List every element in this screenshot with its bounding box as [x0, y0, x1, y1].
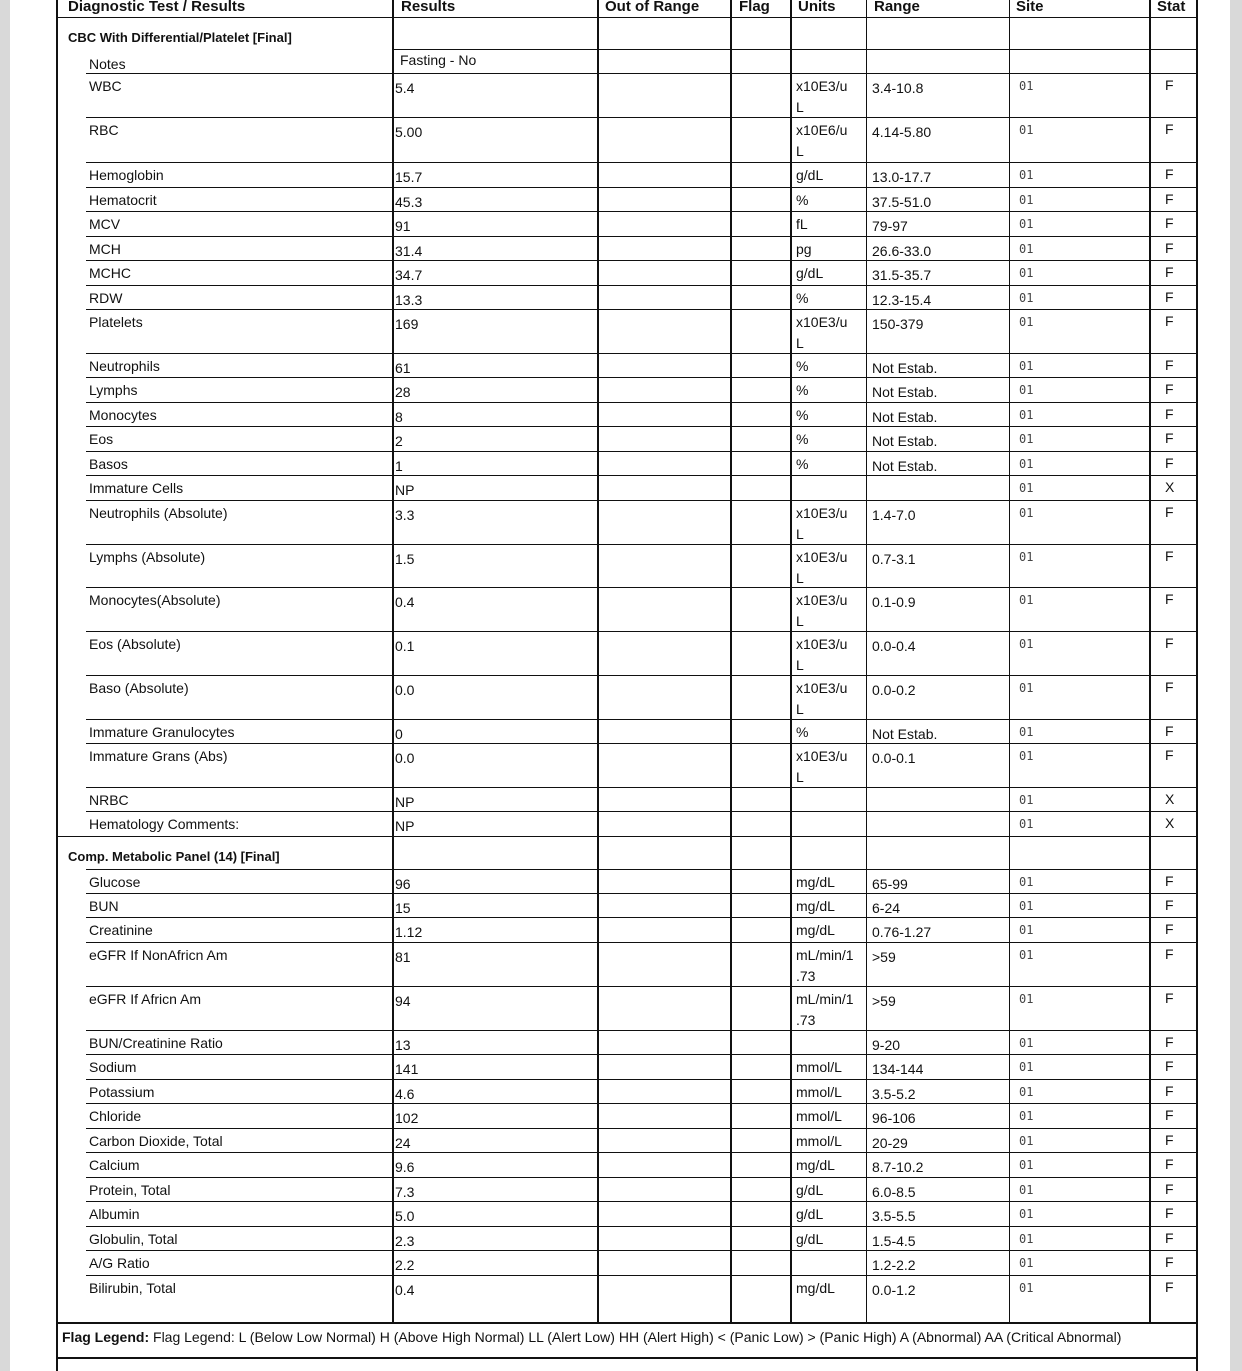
- row-divider: [86, 893, 1198, 894]
- units-value: mg/dL: [796, 922, 835, 938]
- site-code: 01: [1019, 383, 1034, 397]
- row-divider: [86, 402, 1198, 403]
- test-name: Immature Granulocytes: [89, 724, 235, 740]
- range-value: 1.2-2.2: [872, 1257, 916, 1273]
- status-value: F: [1165, 1132, 1174, 1148]
- range-value: >59: [872, 949, 896, 965]
- status-value: F: [1165, 679, 1174, 695]
- units-value: x10E3/u L: [796, 549, 848, 586]
- test-name: Calcium: [89, 1157, 140, 1173]
- test-name: Immature Cells: [89, 480, 184, 496]
- result-value: 7.3: [395, 1184, 415, 1200]
- row-divider: [86, 211, 1198, 212]
- test-name: Globulin, Total: [89, 1231, 178, 1247]
- test-name: Basos: [89, 456, 128, 472]
- status-value: F: [1165, 548, 1174, 564]
- site-code: 01: [1019, 992, 1034, 1006]
- result-value: 45.3: [395, 194, 423, 210]
- range-value: 3.4-10.8: [872, 80, 924, 96]
- row-divider: [86, 162, 1198, 163]
- test-name: A/G Ratio: [89, 1255, 150, 1271]
- range-value: 6.0-8.5: [872, 1184, 916, 1200]
- row-divider: [86, 631, 1198, 632]
- row-divider: [86, 309, 1198, 310]
- row-divider: [86, 1226, 1198, 1227]
- site-code: 01: [1019, 817, 1034, 831]
- range-value: 0.0-1.2: [872, 1282, 916, 1298]
- result-value: 24: [395, 1135, 411, 1151]
- status-value: F: [1165, 873, 1174, 889]
- row-divider: [86, 1250, 1198, 1251]
- section-title-cmp: Comp. Metabolic Panel (14) [Final]: [68, 849, 280, 864]
- row-divider: [86, 426, 1198, 427]
- units-value: mL/min/1 .73: [796, 991, 854, 1028]
- row-divider: [86, 285, 1198, 286]
- test-name: MCHC: [89, 265, 131, 281]
- site-code: 01: [1019, 1256, 1034, 1270]
- range-value: 65-99: [872, 876, 908, 892]
- site-code: 01: [1019, 408, 1034, 422]
- result-value: 0.4: [395, 1282, 415, 1298]
- header-test: Diagnostic Test / Results: [68, 0, 246, 15]
- column-divider: [597, 0, 599, 1323]
- header-stat: Stat: [1157, 0, 1186, 15]
- row-divider: [86, 260, 1198, 261]
- row-divider: [86, 917, 1198, 918]
- site-code: 01: [1019, 1158, 1034, 1172]
- test-name: Creatinine: [89, 922, 153, 938]
- range-value: 96-106: [872, 1110, 916, 1126]
- site-code: 01: [1019, 1134, 1034, 1148]
- units-value: %: [796, 456, 809, 472]
- result-value: 169: [395, 316, 419, 332]
- range-value: Not Estab.: [872, 384, 938, 400]
- result-value: 102: [395, 1110, 419, 1126]
- row-divider: [86, 986, 1198, 987]
- range-value: 79-97: [872, 218, 908, 234]
- units-value: x10E3/u L: [796, 748, 848, 785]
- units-value: g/dL: [796, 167, 824, 183]
- range-value: 12.3-15.4: [872, 292, 932, 308]
- test-name: Chloride: [89, 1108, 142, 1124]
- units-value: mmol/L: [796, 1108, 842, 1124]
- status-value: F: [1165, 1181, 1174, 1197]
- test-name: Immature Grans (Abs): [89, 748, 228, 764]
- status-value: F: [1165, 591, 1174, 607]
- site-code: 01: [1019, 725, 1034, 739]
- row-divider: [86, 1030, 1198, 1031]
- units-value: %: [796, 358, 809, 374]
- units-value: x10E3/u L: [796, 78, 848, 115]
- range-value: 0.1-0.9: [872, 594, 916, 610]
- status-value: X: [1165, 815, 1175, 831]
- status-value: F: [1165, 455, 1174, 471]
- range-value: 3.5-5.2: [872, 1086, 916, 1102]
- row-divider: [86, 73, 1198, 74]
- result-value: 141: [395, 1061, 419, 1077]
- test-name: Bilirubin, Total: [89, 1280, 176, 1296]
- flag-legend: [62, 1329, 1121, 1345]
- range-value: 4.14-5.80: [872, 124, 932, 140]
- range-value: Not Estab.: [872, 433, 938, 449]
- test-name: Neutrophils: [89, 358, 160, 374]
- site-code: 01: [1019, 79, 1034, 93]
- range-value: 0.7-3.1: [872, 551, 916, 567]
- test-name: Baso (Absolute): [89, 680, 189, 696]
- test-name: Eos: [89, 431, 114, 447]
- status-value: F: [1165, 504, 1174, 520]
- status-value: F: [1165, 1083, 1174, 1099]
- site-code: 01: [1019, 359, 1034, 373]
- status-value: F: [1165, 289, 1174, 305]
- column-divider: [392, 0, 394, 1323]
- test-name: Protein, Total: [89, 1182, 171, 1198]
- status-value: F: [1165, 215, 1174, 231]
- test-name: Lymphs: [89, 382, 138, 398]
- test-name: NRBC: [89, 792, 129, 808]
- column-divider: [730, 0, 732, 1323]
- row-divider: [86, 787, 1198, 788]
- site-code: 01: [1019, 1207, 1034, 1221]
- site-code: 01: [1019, 793, 1034, 807]
- units-value: mmol/L: [796, 1059, 842, 1075]
- test-name: Carbon Dioxide, Total: [89, 1133, 223, 1149]
- range-value: 20-29: [872, 1135, 908, 1151]
- status-value: F: [1165, 240, 1174, 256]
- row-divider: [86, 1079, 1198, 1080]
- units-value: %: [796, 290, 809, 306]
- test-name: RBC: [89, 122, 119, 138]
- status-value: F: [1165, 747, 1174, 763]
- row-divider: [86, 236, 1198, 237]
- result-value: 2.3: [395, 1233, 415, 1249]
- row-divider: [86, 869, 1198, 870]
- status-value: F: [1165, 381, 1174, 397]
- test-name: eGFR If Africn Am: [89, 991, 202, 1007]
- row-divider: [86, 1275, 1198, 1276]
- units-value: fL: [796, 216, 808, 232]
- range-value: Not Estab.: [872, 726, 938, 742]
- result-value: 3.3: [395, 507, 415, 523]
- column-divider: [1009, 0, 1010, 1323]
- section-divider: [56, 836, 1198, 837]
- row-divider: [86, 1054, 1198, 1055]
- result-value: 2: [395, 433, 403, 449]
- site-code: 01: [1019, 266, 1034, 280]
- range-value: 13.0-17.7: [872, 169, 932, 185]
- result-value: 28: [395, 384, 411, 400]
- result-value: 96: [395, 876, 411, 892]
- row-divider: [86, 451, 1198, 452]
- range-value: 6-24: [872, 900, 901, 916]
- range-value: 26.6-33.0: [872, 243, 932, 259]
- result-value: 1.5: [395, 551, 415, 567]
- status-value: F: [1165, 946, 1174, 962]
- site-code: 01: [1019, 1183, 1034, 1197]
- units-value: g/dL: [796, 1182, 824, 1198]
- units-value: mL/min/1 .73: [796, 947, 854, 984]
- units-value: %: [796, 192, 809, 208]
- result-value: NP: [395, 818, 415, 834]
- row-divider: [86, 743, 1198, 744]
- site-code: 01: [1019, 1232, 1034, 1246]
- row-divider: [86, 1152, 1198, 1153]
- status-value: F: [1165, 264, 1174, 280]
- test-name: Hemoglobin: [89, 167, 164, 183]
- test-name: MCV: [89, 216, 121, 232]
- site-code: 01: [1019, 1109, 1034, 1123]
- range-value: 0.76-1.27: [872, 924, 932, 940]
- range-value: 0.0-0.2: [872, 682, 916, 698]
- site-code: 01: [1019, 193, 1034, 207]
- row-divider: [86, 117, 1198, 118]
- result-value: 91: [395, 218, 411, 234]
- test-name: Glucose: [89, 874, 141, 890]
- result-value: 15.7: [395, 169, 423, 185]
- units-value: mmol/L: [796, 1133, 842, 1149]
- status-value: X: [1165, 791, 1175, 807]
- range-value: 31.5-35.7: [872, 267, 932, 283]
- header-site: Site: [1016, 0, 1044, 15]
- site-code: 01: [1019, 291, 1034, 305]
- units-value: g/dL: [796, 1231, 824, 1247]
- status-value: F: [1165, 635, 1174, 651]
- result-value: 81: [395, 949, 411, 965]
- site-code: 01: [1019, 593, 1034, 607]
- column-divider: [1149, 0, 1151, 1323]
- status-value: F: [1165, 1107, 1174, 1123]
- site-code: 01: [1019, 1085, 1034, 1099]
- site-code: 01: [1019, 123, 1034, 137]
- flag-legend-text: Flag Legend: L (Below Low Normal) H (Above High Normal) LL (Alert Low) HH (Alert High) < (Panic Low) > (Panic High) A (Abnormal) AA (Critical Abnormal): [153, 1329, 1122, 1345]
- site-code: 01: [1019, 168, 1034, 182]
- units-value: x10E3/u L: [796, 680, 848, 717]
- header-out-of-range: Out of Range: [605, 0, 700, 15]
- range-value: 150-379: [872, 316, 924, 332]
- notes-label: Notes: [89, 56, 126, 72]
- result-value: 13.3: [395, 292, 423, 308]
- test-name: RDW: [89, 290, 123, 306]
- units-value: x10E3/u L: [796, 314, 848, 351]
- test-name: Platelets: [89, 314, 143, 330]
- status-value: X: [1165, 479, 1175, 495]
- status-value: F: [1165, 313, 1174, 329]
- range-value: 1.5-4.5: [872, 1233, 916, 1249]
- column-divider: [790, 0, 792, 1323]
- result-value: 15: [395, 900, 411, 916]
- range-value: Not Estab.: [872, 458, 938, 474]
- status-value: F: [1165, 1279, 1174, 1295]
- units-value: pg: [796, 241, 812, 257]
- result-value: 1: [395, 458, 403, 474]
- test-name: Neutrophils (Absolute): [89, 505, 228, 521]
- header-flag: Flag: [739, 0, 770, 15]
- result-value: 1.12: [395, 924, 423, 940]
- result-value: NP: [395, 482, 415, 498]
- test-name: WBC: [89, 78, 122, 94]
- result-value: 0: [395, 726, 403, 742]
- notes-value: Fasting - No: [400, 52, 477, 68]
- row-divider: [86, 1103, 1198, 1104]
- test-name: Monocytes: [89, 407, 157, 423]
- test-name: BUN: [89, 898, 119, 914]
- site-code: 01: [1019, 481, 1034, 495]
- status-value: F: [1165, 406, 1174, 422]
- range-value: 8.7-10.2: [872, 1159, 924, 1175]
- test-name: Albumin: [89, 1206, 140, 1222]
- result-value: 4.6: [395, 1086, 415, 1102]
- units-value: %: [796, 382, 809, 398]
- section-title-cbc: CBC With Differential/Platelet [Final]: [68, 30, 292, 45]
- row-divider: [86, 475, 1198, 476]
- units-value: mg/dL: [796, 1157, 835, 1173]
- test-name: Potassium: [89, 1084, 155, 1100]
- units-value: mg/dL: [796, 874, 835, 890]
- test-name: Eos (Absolute): [89, 636, 181, 652]
- units-value: g/dL: [796, 265, 824, 281]
- status-value: F: [1165, 723, 1174, 739]
- units-value: %: [796, 724, 809, 740]
- result-value: 94: [395, 993, 411, 1009]
- legend-bottom-border: [56, 1357, 1198, 1359]
- result-value: 2.2: [395, 1257, 415, 1273]
- site-code: 01: [1019, 506, 1034, 520]
- flag-legend-label: Flag Legend:: [62, 1329, 150, 1345]
- site-code: 01: [1019, 315, 1034, 329]
- site-code: 01: [1019, 875, 1034, 889]
- header-divider: [56, 17, 1198, 18]
- range-value: 134-144: [872, 1061, 924, 1077]
- range-value: 9-20: [872, 1037, 901, 1053]
- status-value: F: [1165, 166, 1174, 182]
- status-value: F: [1165, 121, 1174, 137]
- site-code: 01: [1019, 923, 1034, 937]
- site-code: 01: [1019, 432, 1034, 446]
- test-name: eGFR If NonAfricn Am: [89, 947, 228, 963]
- range-value: 0.0-0.4: [872, 638, 916, 654]
- site-code: 01: [1019, 948, 1034, 962]
- status-value: F: [1165, 357, 1174, 373]
- units-value: %: [796, 431, 809, 447]
- row-divider: [86, 719, 1198, 720]
- test-name: Lymphs (Absolute): [89, 549, 206, 565]
- result-value: 13: [395, 1037, 411, 1053]
- result-value: 0.1: [395, 638, 415, 654]
- result-value: 5.4: [395, 80, 415, 96]
- site-code: 01: [1019, 242, 1034, 256]
- row-divider: [86, 675, 1198, 676]
- row-divider: [86, 377, 1198, 378]
- status-value: F: [1165, 1230, 1174, 1246]
- test-name: Sodium: [89, 1059, 137, 1075]
- row-divider: [86, 544, 1198, 545]
- test-name: BUN/Creatinine Ratio: [89, 1035, 223, 1051]
- status-value: F: [1165, 1205, 1174, 1221]
- site-code: 01: [1019, 899, 1034, 913]
- status-value: F: [1165, 1034, 1174, 1050]
- table-bottom-border: [56, 1322, 1198, 1324]
- row-divider: [86, 1201, 1198, 1202]
- range-value: 1.4-7.0: [872, 507, 916, 523]
- header-results: Results: [401, 0, 456, 15]
- status-value: F: [1165, 77, 1174, 93]
- site-code: 01: [1019, 457, 1034, 471]
- row-divider: [392, 49, 1198, 50]
- row-divider: [86, 1128, 1198, 1129]
- range-value: >59: [872, 993, 896, 1009]
- units-value: x10E6/u L: [796, 122, 848, 159]
- range-value: 0.0-0.1: [872, 750, 916, 766]
- site-code: 01: [1019, 1036, 1034, 1050]
- site-code: 01: [1019, 217, 1034, 231]
- test-name: Hematology Comments:: [89, 816, 240, 832]
- units-value: x10E3/u L: [796, 592, 848, 629]
- result-value: 9.6: [395, 1159, 415, 1175]
- range-value: Not Estab.: [872, 360, 938, 376]
- site-code: 01: [1019, 749, 1034, 763]
- site-code: 01: [1019, 681, 1034, 695]
- units-value: x10E3/u L: [796, 505, 848, 542]
- units-value: mg/dL: [796, 898, 835, 914]
- range-value: 37.5-51.0: [872, 194, 932, 210]
- status-value: F: [1165, 1254, 1174, 1270]
- test-name: Monocytes(Absolute): [89, 592, 221, 608]
- units-value: x10E3/u L: [796, 636, 848, 673]
- result-value: NP: [395, 794, 415, 810]
- header-units: Units: [798, 0, 836, 15]
- row-divider: [86, 587, 1198, 588]
- row-divider: [86, 500, 1198, 501]
- site-code: 01: [1019, 637, 1034, 651]
- site-code: 01: [1019, 550, 1034, 564]
- result-value: 0.0: [395, 750, 415, 766]
- header-range: Range: [874, 0, 920, 15]
- status-value: F: [1165, 921, 1174, 937]
- row-divider: [86, 353, 1198, 354]
- units-value: g/dL: [796, 1206, 824, 1222]
- test-name: Hematocrit: [89, 192, 157, 208]
- status-value: F: [1165, 1156, 1174, 1172]
- units-value: mmol/L: [796, 1084, 842, 1100]
- result-value: 5.0: [395, 1208, 415, 1224]
- row-divider: [86, 1177, 1198, 1178]
- status-value: F: [1165, 191, 1174, 207]
- status-value: F: [1165, 897, 1174, 913]
- result-value: 34.7: [395, 267, 423, 283]
- result-value: 0.0: [395, 682, 415, 698]
- result-value: 5.00: [395, 124, 423, 140]
- status-value: F: [1165, 1058, 1174, 1074]
- range-value: Not Estab.: [872, 409, 938, 425]
- result-value: 31.4: [395, 243, 423, 259]
- column-divider: [866, 0, 867, 1323]
- status-value: F: [1165, 990, 1174, 1006]
- row-divider: [86, 942, 1198, 943]
- range-value: 3.5-5.5: [872, 1208, 916, 1224]
- site-code: 01: [1019, 1281, 1034, 1295]
- row-divider: [86, 187, 1198, 188]
- row-divider: [86, 811, 1198, 812]
- status-value: F: [1165, 430, 1174, 446]
- units-value: %: [796, 407, 809, 423]
- test-name: MCH: [89, 241, 121, 257]
- site-code: 01: [1019, 1060, 1034, 1074]
- result-value: 8: [395, 409, 403, 425]
- units-value: mg/dL: [796, 1280, 835, 1296]
- result-value: 0.4: [395, 594, 415, 610]
- result-value: 61: [395, 360, 411, 376]
